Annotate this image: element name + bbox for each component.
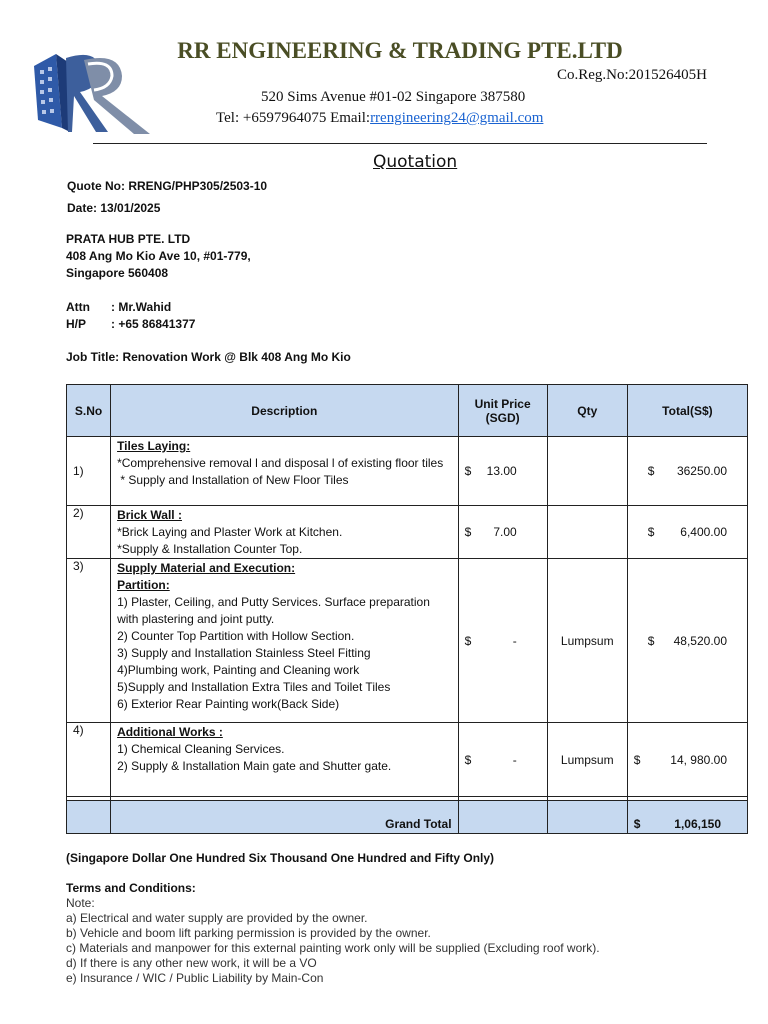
amount-in-words: (Singapore Dollar One Hundred Six Thousand One Hundred and Fifty Only) (66, 851, 495, 865)
row-description (111, 506, 459, 559)
contact-phone: Tel: +6597964075 Email: (216, 110, 371, 126)
row-sno: 3) (67, 559, 111, 723)
terms-item: a) Electrical and water supply are provided by the owner. (66, 911, 368, 925)
client-address-line2: Singapore 560408 (66, 266, 169, 280)
row-heading: Supply Material and Execution: (117, 561, 296, 575)
row-description (111, 559, 459, 723)
row-line: 6) Exterior Rear Painting work(Back Side) (117, 697, 340, 711)
row-qty (547, 506, 627, 559)
client-block (66, 231, 251, 282)
quote-date: Date: 13/01/2025 (67, 201, 161, 215)
company-contact (216, 110, 543, 127)
grand-total-row (67, 801, 748, 834)
header-qty: Qty (547, 385, 627, 437)
row-line: 1) Chemical Cleaning Services. (117, 742, 285, 756)
grand-total-blank (458, 801, 547, 834)
row-line: 3) Supply and Installation Stainless Steel Fitting (117, 646, 371, 660)
row-total: $ 48,520.00 (627, 559, 747, 723)
row-heading: Tiles Laying: (117, 439, 191, 453)
table-row (67, 437, 748, 506)
company-registration: Co.Reg.No:201526405H (557, 67, 707, 83)
row-qty: Lumpsum (547, 559, 627, 723)
terms-note: Note: (66, 896, 95, 910)
client-address-line1: 408 Ang Mo Kio Ave 10, #01-779, (66, 249, 251, 263)
header-unit-price: Unit Price (SGD) (458, 385, 547, 437)
quotation-table (66, 384, 748, 834)
row-line: 5)Supply and Installation Extra Tiles and Toilet Tiles (117, 680, 391, 694)
grand-total-blank (67, 801, 111, 834)
attn-label: Attn (66, 300, 90, 314)
row-description (111, 437, 459, 506)
terms-list (66, 896, 600, 986)
row-total: $ 14, 980.00 (627, 723, 747, 797)
row-unit-price: $ 7.00 (458, 506, 547, 559)
grand-total-value: $ 1,06,150 (627, 801, 747, 834)
row-line: 1) Plaster, Ceiling, and Putty Services. Surface preparation with plastering and joint putty. (117, 595, 430, 626)
terms-item: d) If there is any other new work, it will be a VO (66, 956, 317, 970)
row-heading: Brick Wall : (117, 508, 182, 522)
terms-title: Terms and Conditions: (66, 881, 196, 895)
document-title: Quotation (373, 152, 458, 172)
table-row (67, 723, 748, 797)
row-line: *Brick Laying and Plaster Work at Kitchen. (117, 525, 343, 539)
hp-label: H/P (66, 317, 87, 331)
row-description (111, 723, 459, 797)
row-line: * Supply and Installation of New Floor Tiles (117, 473, 349, 487)
row-line: *Supply & Installation Counter Top. (117, 542, 303, 556)
row-line: 2) Counter Top Partition with Hollow Section. (117, 629, 355, 643)
row-total: $ 6,400.00 (627, 506, 747, 559)
row-line: *Comprehensive removal l and disposal l of existing floor tiles (117, 456, 444, 470)
header-divider (93, 143, 707, 144)
grand-total-label: Grand Total (111, 801, 459, 834)
row-sno: 2) (67, 506, 111, 559)
job-title: Job Title: Renovation Work @ Blk 408 Ang Mo Kio (66, 350, 351, 364)
grand-total-blank (547, 801, 627, 834)
row-sno: 1) (67, 437, 111, 506)
email-link[interactable]: rrengineering24@gmail.com (370, 110, 544, 126)
table-header-row (67, 385, 748, 437)
header-description: Description (111, 385, 459, 437)
row-heading: Additional Works : (117, 725, 223, 739)
header-sno: S.No (67, 385, 111, 437)
row-total: $ 36250.00 (627, 437, 747, 506)
quote-number: Quote No: RRENG/PHP305/2503-10 (67, 179, 268, 193)
row-qty (547, 437, 627, 506)
terms-item: e) Insurance / WIC / Public Liability by Main-Con (66, 971, 324, 985)
row-unit-price: $ 13.00 (458, 437, 547, 506)
row-line: 4)Plumbing work, Painting and Cleaning work (117, 663, 360, 677)
row-qty: Lumpsum (547, 723, 627, 797)
attn-value: : Mr.Wahid (111, 300, 172, 314)
row-unit-price: $ - (458, 723, 547, 797)
row-subheading: Partition: (117, 578, 170, 592)
company-address: 520 Sims Avenue #01-02 Singapore 387580 (261, 89, 526, 105)
client-name: PRATA HUB PTE. LTD (66, 232, 191, 246)
table-row (67, 506, 748, 559)
terms-item: c) Materials and manpower for this external painting work only will be supplied (Excluding roof work). (66, 941, 600, 955)
row-sno: 4) (67, 723, 111, 797)
row-unit-price: $ - (458, 559, 547, 723)
terms-item: b) Vehicle and boom lift parking permission is provided by the owner. (66, 926, 431, 940)
table-row (67, 559, 748, 723)
attention-block (66, 299, 195, 333)
company-name: RR ENGINEERING & TRADING PTE.LTD (177, 38, 623, 63)
hp-value: : +65 86841377 (111, 317, 196, 331)
row-line: 2) Supply & Installation Main gate and Shutter gate. (117, 759, 392, 773)
header-total: Total(S$) (627, 385, 747, 437)
